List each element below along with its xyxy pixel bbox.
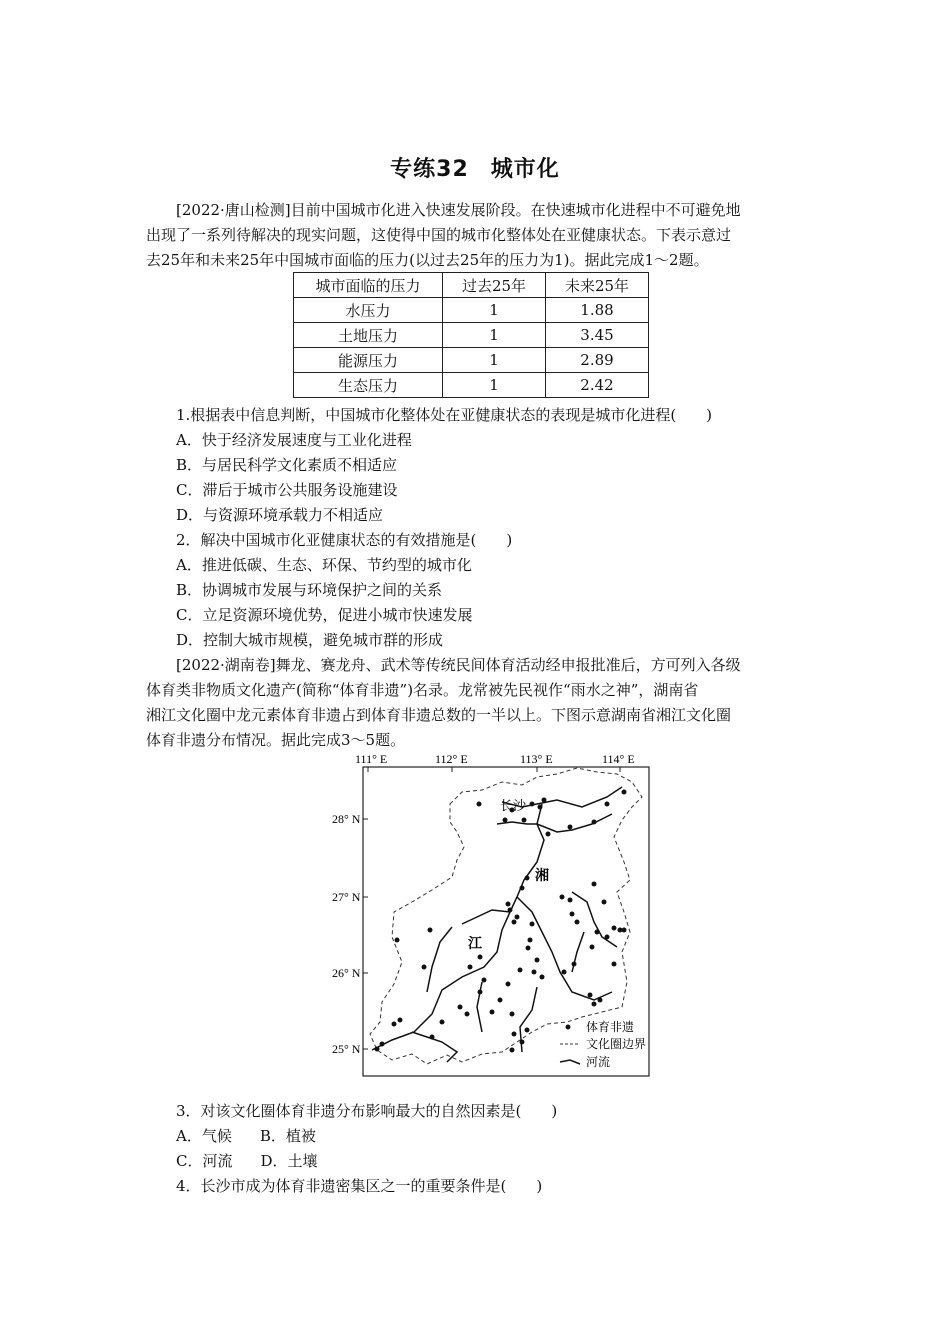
table-cell: 1	[443, 298, 546, 323]
intro2-source: [2022·湖南卷]	[176, 656, 276, 674]
q2-option-c: C．立足资源环境优势，促进小城市快速发展	[176, 606, 473, 624]
title-number: 专练32	[390, 157, 469, 182]
place-changsha: 长沙	[500, 799, 527, 814]
table-header: 未来25年	[546, 273, 649, 298]
intro2-line3: 湘江文化圈中龙元素体育非遗占到体育非遗总数的一半以上。下图示意湖南省湘江文化圈	[146, 706, 732, 724]
q2-option-a: A．推进低碳、生态、环保、节约型的城市化	[176, 556, 472, 574]
lat-label: 28° N	[332, 812, 361, 826]
q2-option-d: D．控制大城市规模，避免城市群的形成	[176, 631, 444, 649]
q3-stem: 3．对该文化圈体育非遗分布影响最大的自然因素是( )	[176, 1102, 558, 1120]
intro1-line3: 去25年和未来25年中国城市面临的压力(以过去25年的压力为1)。据此完成1～2题。	[146, 251, 709, 269]
river-label-xiang: 湘	[535, 868, 549, 884]
intro1-source: [2022·唐山检测]	[176, 201, 291, 219]
table-cell: 2.42	[546, 373, 649, 398]
q1-stem: 1.根据表中信息判断，中国城市化整体处在亚健康状态的表现是城市化进程( )	[176, 406, 713, 424]
table-row	[294, 298, 649, 323]
legend-river-icon	[560, 1060, 580, 1064]
intro1-line1: [2022·唐山检测]目前中国城市化进入快速发展阶段。在快速城市化进程中不可避免地	[176, 201, 741, 219]
table-header: 过去25年	[443, 273, 546, 298]
q2-stem: 2．解决中国城市化亚健康状态的有效措施是( )	[176, 531, 513, 549]
page-title	[0, 152, 950, 183]
q1-option-b: B．与居民科学文化素质不相适应	[176, 456, 398, 474]
legend-river-label: 河流	[586, 1055, 611, 1069]
lon-label: 112° E	[435, 752, 468, 766]
q4-stem: 4．长沙市成为体育非遗密集区之一的重要条件是( )	[176, 1177, 543, 1195]
table-row	[294, 323, 649, 348]
title-topic: 城市化	[490, 157, 560, 182]
table-header-row	[294, 273, 649, 298]
q2-option-b: B．协调城市发展与环境保护之间的关系	[176, 581, 443, 599]
intro2-line4: 体育非遗分布情况。据此完成3～5题。	[146, 731, 406, 749]
legend-point-label: 体育非遗	[586, 1020, 635, 1034]
q1-option-c: C．滞后于城市公共服务设施建设	[176, 481, 398, 499]
intro1-line2: 出现了一系列待解决的现实问题，这使得中国的城市化整体处在亚健康状态。下表示意过	[146, 226, 732, 244]
table-cell: 生态压力	[294, 373, 443, 398]
lat-label: 25° N	[332, 1042, 361, 1056]
legend-point-icon	[566, 1025, 571, 1030]
table-cell: 2.89	[546, 348, 649, 373]
lat-label: 27° N	[332, 890, 361, 904]
table-cell: 能源压力	[294, 348, 443, 373]
intro2-line2: 体育类非物质文化遗产(简称“体育非遗”)名录。龙常被先民视作“雨水之神”，湖南省	[146, 681, 699, 699]
xiangjiang-culture-map	[332, 752, 662, 1082]
table-cell: 1	[443, 373, 546, 398]
pressure-table	[293, 272, 649, 398]
q3-options-row1	[176, 1124, 316, 1149]
lon-label: 113° E	[520, 752, 553, 766]
legend-boundary-label: 文化圈边界	[586, 1037, 647, 1051]
lat-label: 26° N	[332, 966, 361, 980]
table-header: 城市面临的压力	[294, 273, 443, 298]
q3-options-row2	[176, 1149, 318, 1174]
lon-label: 114° E	[602, 752, 635, 766]
river-label-jiang: 江	[468, 936, 482, 952]
q3-option-a: A．气候	[176, 1127, 232, 1145]
table-cell: 水压力	[294, 298, 443, 323]
q3-option-d: D．土壤	[260, 1152, 318, 1170]
table-cell: 1.88	[546, 298, 649, 323]
q1-option-d: D．与资源环境承载力不相适应	[176, 506, 384, 524]
q3-option-c: C．河流	[176, 1152, 233, 1170]
lon-label: 111° E	[355, 752, 388, 766]
table-cell: 1	[443, 348, 546, 373]
table-row	[294, 373, 649, 398]
heritage-points	[375, 790, 627, 1053]
rivers	[372, 787, 622, 1062]
table-cell: 3.45	[546, 323, 649, 348]
table-cell: 土地压力	[294, 323, 443, 348]
q1-option-a: A．快于经济发展速度与工业化进程	[176, 431, 412, 449]
intro2-line1: [2022·湖南卷]舞龙、赛龙舟、武术等传统民间体育活动经申报批准后，方可列入各级	[176, 656, 741, 674]
q3-option-b: B．植被	[259, 1127, 316, 1145]
table-row	[294, 348, 649, 373]
table-cell: 1	[443, 323, 546, 348]
